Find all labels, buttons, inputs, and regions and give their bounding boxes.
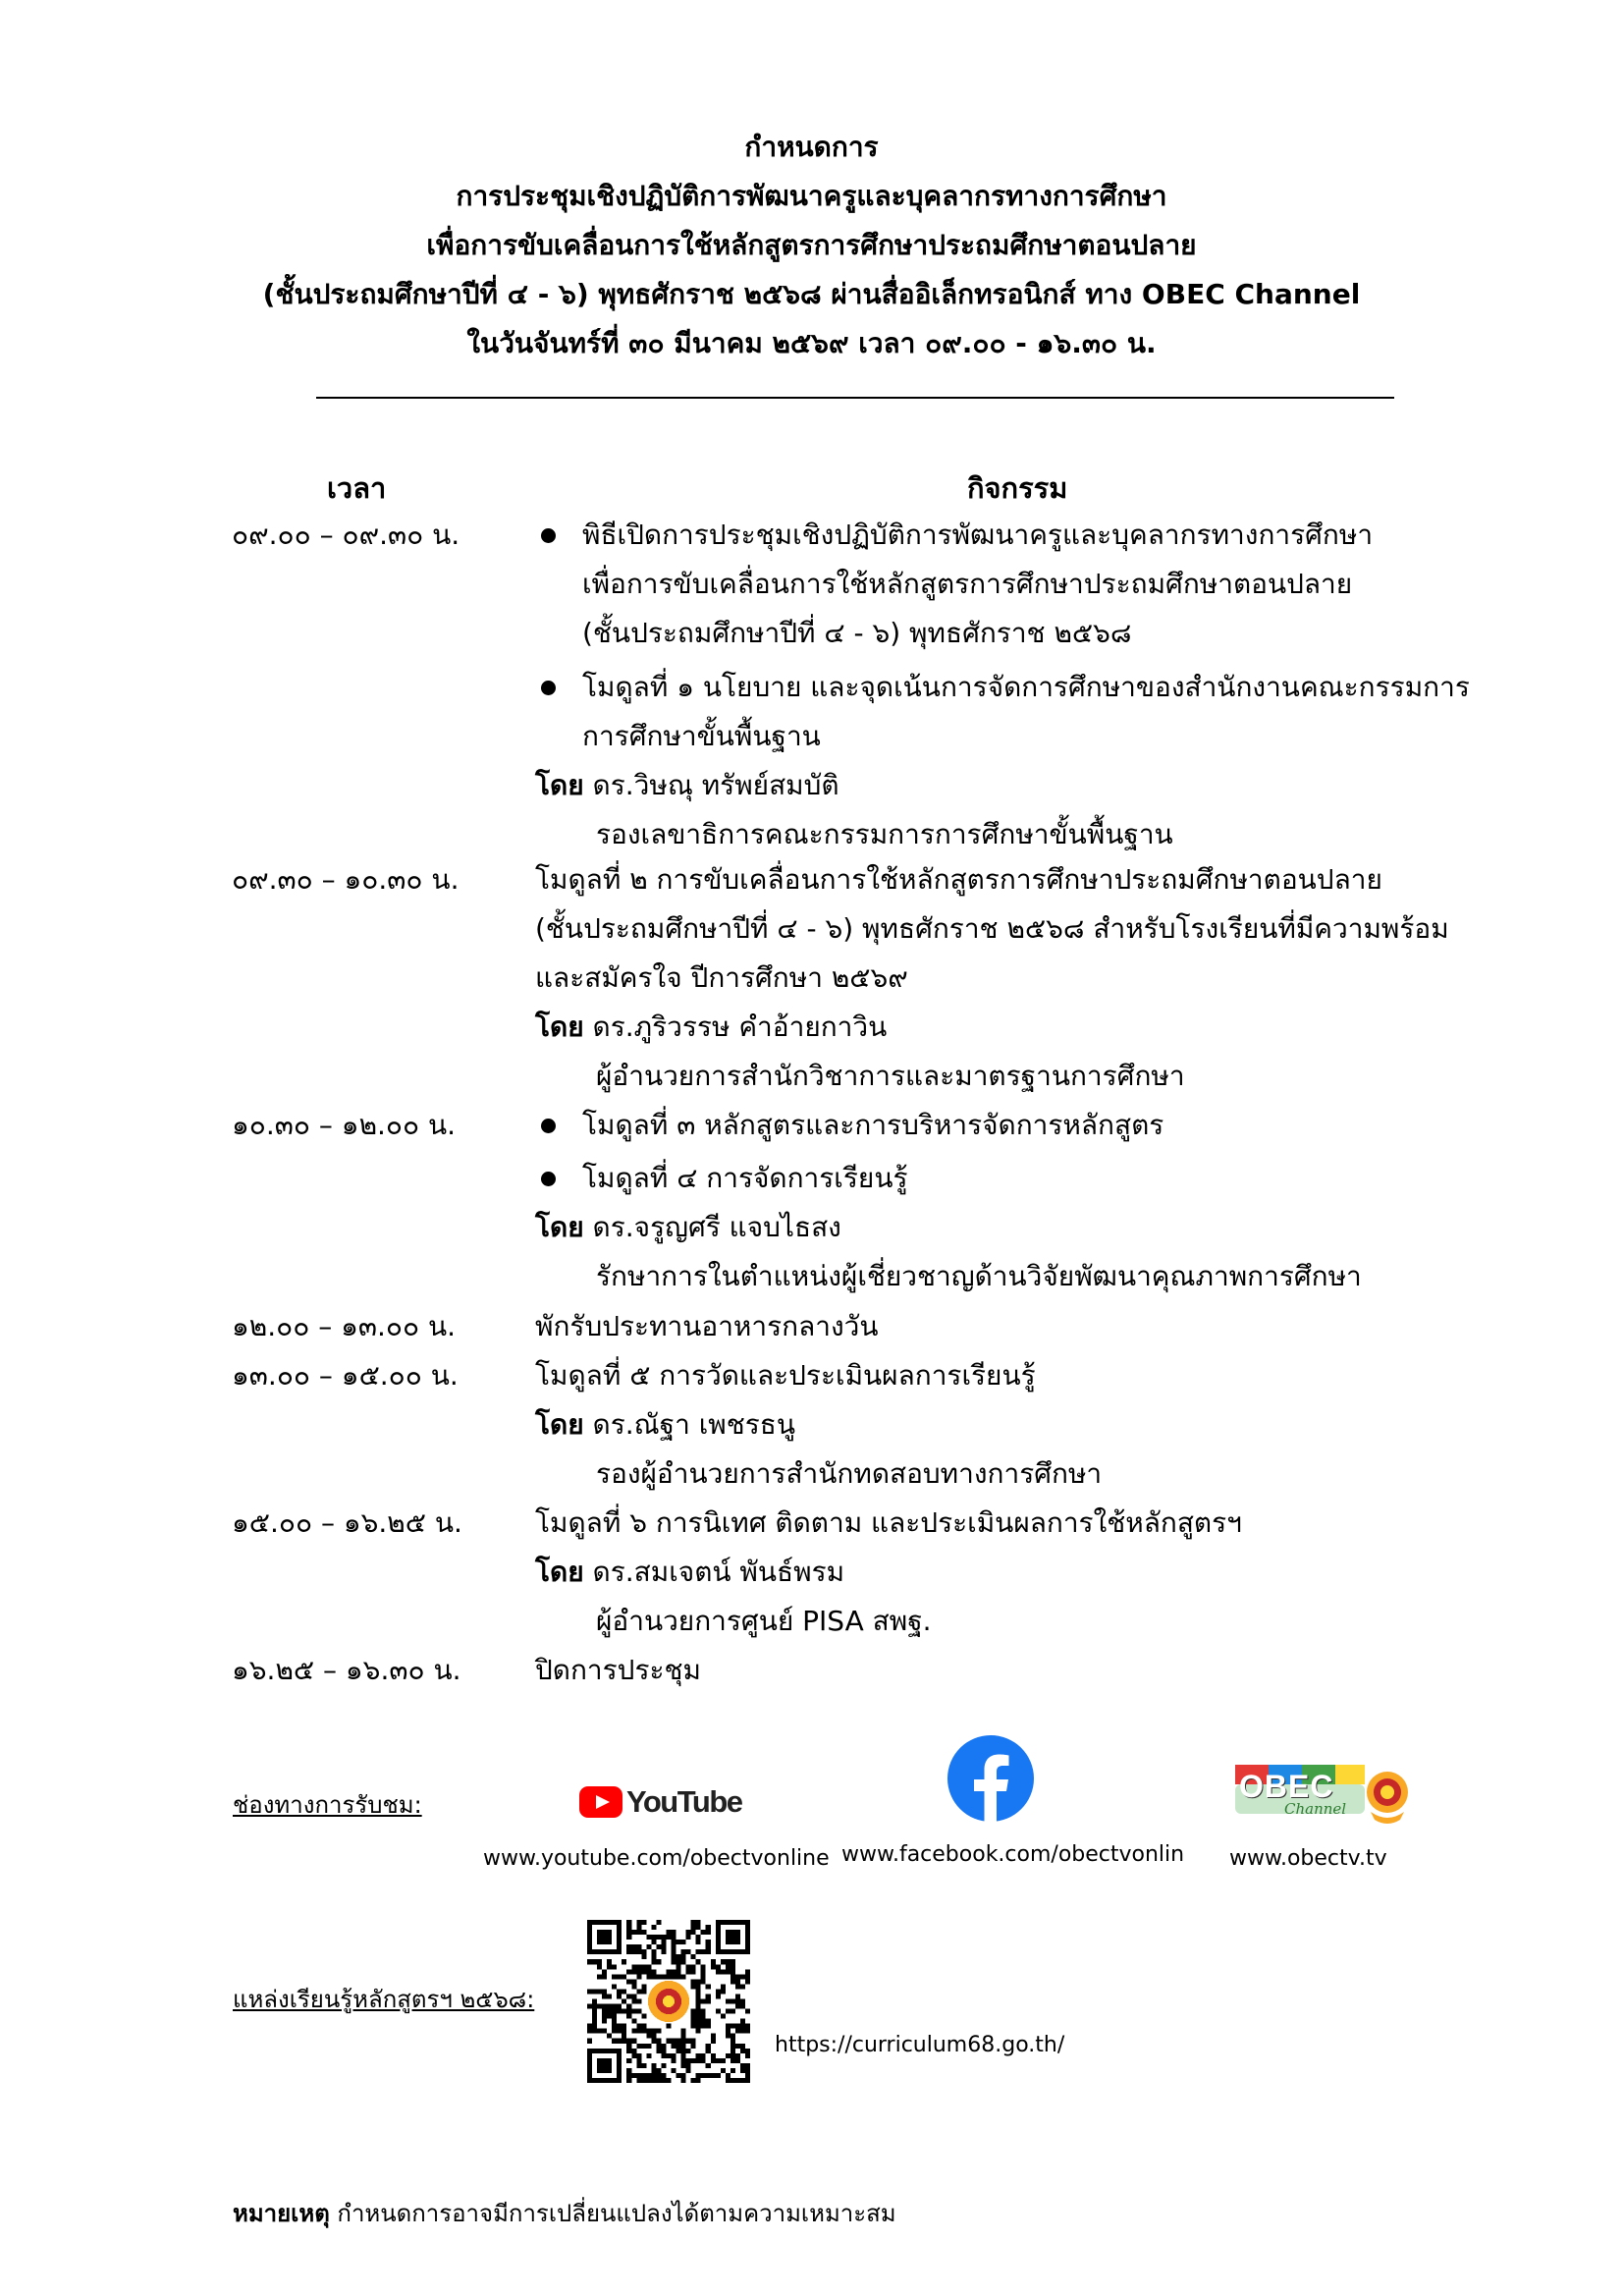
activity-text: โมดูลที่ ๓ หลักสูตรและการบริหารจัดการหลักสูตร [582, 1109, 1164, 1141]
list-item [535, 663, 1537, 761]
schedule-row [0, 1499, 1623, 1646]
speaker-position: ผู้อำนวยการสำนักวิชาการและมาตรฐานการศึกษา [596, 1060, 1185, 1092]
activity-text: (ชั้นประถมศึกษาปีที่ ๔ - ๖) พุทธศักราช ๒๕๖๘ [582, 617, 1132, 649]
obec-logo-subtext: Channel [1284, 1800, 1347, 1818]
obec-logo-text: OBEC [1239, 1769, 1334, 1804]
subtitle-line-2: เพื่อการขับเคลื่อนการใช้หลักสูตรการศึกษาประถมศึกษาตอนปลาย [426, 229, 1197, 261]
activity-cell [535, 1351, 1537, 1499]
youtube-logo-text: YouTube [626, 1784, 742, 1819]
footer-note [233, 2194, 896, 2232]
time-cell: ๑๓.๐๐ – ๑๕.๐๐ น. [232, 1359, 459, 1392]
activity-text: เพื่อการขับเคลื่อนการใช้หลักสูตรการศึกษาประถมศึกษาตอนปลาย [582, 568, 1353, 600]
schedule-row [0, 1351, 1623, 1499]
list-item [535, 1101, 1537, 1150]
speaker [535, 1548, 1537, 1597]
speaker-name: ดร.ภูริวรรษ คำอ้ายกาวิน [592, 1011, 888, 1043]
time-cell: ๑๐.๓๐ – ๑๒.๐๐ น. [232, 1109, 457, 1141]
speaker-name: ดร.วิษณุ ทรัพย์สมบัติ [592, 769, 839, 801]
curriculum-url[interactable]: https://curriculum68.go.th/ [775, 2033, 1065, 2057]
bullet-icon [541, 1172, 556, 1186]
activity-cell [535, 1499, 1537, 1646]
list-item [535, 511, 1537, 658]
bullet-icon [541, 681, 556, 695]
speaker [535, 1003, 1537, 1052]
speaker-position: ผู้อำนวยการศูนย์ PISA สพฐ. [596, 1605, 932, 1637]
speaker-name: ดร.สมเจตน์ พันธ์พรม [592, 1556, 845, 1588]
youtube-icon[interactable] [579, 1782, 742, 1822]
by-label: โดย [535, 1011, 584, 1043]
activity-text: และสมัครใจ ปีการศึกษา ๒๕๖๙ [535, 961, 908, 994]
obec-url[interactable]: www.obectv.tv [1229, 1846, 1387, 1871]
play-icon [579, 1786, 622, 1818]
speaker [535, 1203, 1537, 1252]
activity-text: โมดูลที่ ๕ การวัดและประเมินผลการเรียนรู้ [535, 1359, 1036, 1392]
activity-cell [535, 855, 1537, 1101]
activity-text: การศึกษาขั้นพื้นฐาน [582, 720, 821, 752]
by-label: โดย [535, 1211, 584, 1243]
activity-cell [535, 1302, 1537, 1351]
time-cell: ๑๒.๐๐ – ๑๓.๐๐ น. [232, 1310, 457, 1342]
qr-code-icon[interactable] [587, 1920, 750, 2083]
schedule-row [0, 511, 1623, 855]
document-header [0, 123, 1623, 368]
note-label: หมายเหตุ [233, 2200, 330, 2227]
note-text: กำหนดการอาจมีการเปลี่ยนแปลงได้ตามความเหมาะสม [329, 2200, 896, 2227]
by-label: โดย [535, 769, 584, 801]
obec-channel-logo[interactable] [1233, 1755, 1410, 1833]
activity-text: พักรับประทานอาหารกลางวัน [535, 1310, 879, 1342]
speaker-name: ดร.จรูญศรี แจบไธสง [592, 1211, 841, 1243]
activity-text: (ชั้นประถมศึกษาปีที่ ๔ - ๖) พุทธศักราช ๒๕๖๘ สำหรับโรงเรียนที่มีความพร้อม [535, 912, 1449, 945]
schedule-row [0, 1646, 1623, 1695]
title: กำหนดการ [744, 131, 879, 163]
time-cell: ๐๙.๓๐ – ๑๐.๓๐ น. [232, 863, 460, 896]
time-cell: ๐๙.๐๐ – ๐๙.๓๐ น. [232, 519, 460, 551]
activity-text: โมดูลที่ ๒ การขับเคลื่อนการใช้หลักสูตรการศึกษาประถมศึกษาตอนปลาย [535, 863, 1382, 896]
subtitle-line-1: การประชุมเชิงปฏิบัติการพัฒนาครูและบุคลากรทางการศึกษา [456, 180, 1167, 212]
activity-text: พิธีเปิดการประชุมเชิงปฏิบัติการพัฒนาครูและบุคลากรทางการศึกษา [582, 519, 1374, 551]
time-cell: ๑๕.๐๐ – ๑๖.๒๕ น. [232, 1506, 462, 1539]
bullet-icon [541, 1119, 556, 1133]
activity-text: โมดูลที่ ๔ การจัดการเรียนรู้ [582, 1162, 908, 1194]
by-label: โดย [535, 1408, 584, 1441]
schedule-row [0, 855, 1623, 1101]
speaker [535, 761, 1537, 810]
time-cell: ๑๖.๒๕ – ๑๖.๓๐ น. [232, 1654, 461, 1686]
resources-label: แหล่งเรียนรู้หลักสูตรฯ ๒๕๖๘: [233, 1986, 535, 2013]
facebook-icon[interactable] [947, 1735, 1034, 1822]
bullet-icon [541, 528, 556, 543]
activity-cell [535, 1646, 1537, 1695]
activity-text: โมดูลที่ ๑ นโยบาย และจุดเน้นการจัดการศึกษาของสำนักงานคณะกรรมการ [582, 671, 1470, 703]
channels-label: ช่องทางการรับชม: [233, 1791, 422, 1819]
speaker-position: รักษาการในตำแหน่งผู้เชี่ยวชาญด้านวิจัยพัฒนาคุณภาพการศึกษา [596, 1260, 1362, 1292]
activity-text: ปิดการประชุม [535, 1654, 701, 1686]
list-item [535, 1154, 1537, 1203]
activity-text: โมดูลที่ ๖ การนิเทศ ติดตาม และประเมินผลการใช้หลักสูตรฯ [535, 1506, 1242, 1539]
by-label: โดย [535, 1556, 584, 1588]
schedule-table [0, 511, 1623, 1695]
date-line: ในวันจันทร์ที่ ๓๐ มีนาคม ๒๕๖๙ เวลา ๐๙.๐๐ - ๑๖.๓๐ น. [466, 327, 1157, 359]
header-divider [316, 397, 1394, 399]
column-header-time: เวลา [327, 471, 387, 505]
speaker-position: รองผู้อำนวยการสำนักทดสอบทางการศึกษา [596, 1457, 1103, 1490]
activity-cell [535, 1101, 1537, 1301]
activity-cell [535, 511, 1537, 859]
column-header-activity: กิจกรรม [967, 471, 1068, 505]
speaker-name: ดร.ณัฐา เพชรธนู [592, 1408, 796, 1441]
facebook-url[interactable]: www.facebook.com/obectvonlin [841, 1842, 1185, 1867]
schedule-row [0, 1302, 1623, 1351]
schedule-row [0, 1101, 1623, 1302]
subtitle-line-3: (ชั้นประถมศึกษาปีที่ ๔ - ๖) พุทธศักราช ๒๕๖๘ ผ่านสื่ออิเล็กทรอนิกส์ ทาง OBEC Channel [262, 278, 1361, 310]
speaker-position: รองเลขาธิการคณะกรรมการการศึกษาขั้นพื้นฐาน [596, 818, 1173, 850]
speaker [535, 1400, 1537, 1449]
youtube-url[interactable]: www.youtube.com/obectvonline [483, 1846, 830, 1871]
